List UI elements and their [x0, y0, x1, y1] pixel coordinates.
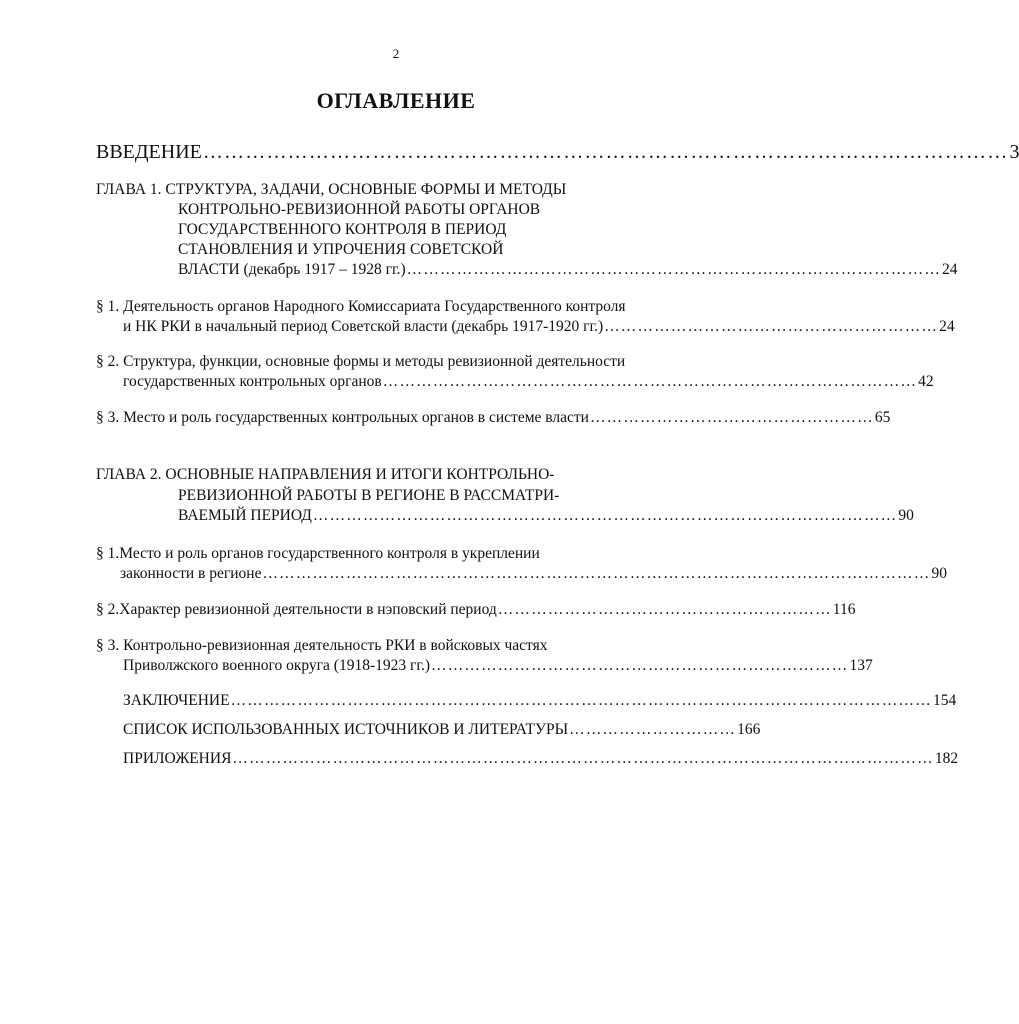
toc-page: 166: [737, 721, 761, 738]
toc-entry-section-2-1[interactable]: [120, 564, 947, 584]
dot-leader: ……………………………………………………: [604, 318, 939, 335]
toc-label: ВВЕДЕНИЕ: [96, 141, 202, 163]
toc-page: 42: [918, 373, 934, 390]
section-1-1-line1: § 1. Деятельность органов Народного Комиссариата Государственного контроля: [96, 298, 626, 315]
toc-label: ВЛАСТИ (декабрь 1917 – 1928 гг.): [178, 261, 406, 278]
dot-leader: …………………………: [569, 721, 737, 738]
dot-leader: ………………………………………………………………………………………………………………: [232, 750, 934, 767]
dot-leader: ……………………………………………………: [497, 601, 832, 618]
toc-label: законности в регионе: [120, 565, 262, 582]
dot-leader: ……………………………………………………………………………………………: [312, 507, 898, 524]
section-2-1-line1: § 1.Место и роль органов государственного контроля в укреплении: [96, 545, 540, 562]
toc-entry-section-1-3[interactable]: [96, 408, 891, 428]
toc-page: 24: [939, 318, 955, 335]
page-title: ОГЛАВЛЕНИЕ: [316, 88, 476, 113]
toc-page: 90: [898, 507, 914, 524]
chapter-2-heading-line: РЕВИЗИОННОЙ РАБОТЫ В РЕГИОНЕ В РАССМАТРИ-: [178, 487, 560, 504]
toc-label: ПРИЛОЖЕНИЯ: [123, 750, 232, 767]
toc-entry-section-1-2[interactable]: [123, 372, 934, 392]
toc-page: 182: [934, 750, 959, 767]
toc-entry-chapter-2[interactable]: [178, 506, 914, 526]
toc-label: ВАЕМЫЙ ПЕРИОД: [178, 507, 312, 524]
chapter-1-heading-line: ГОСУДАРСТВЕННОГО КОНТРОЛЯ В ПЕРИОД: [178, 221, 507, 238]
chapter-2-heading-line: ГЛАВА 2. ОСНОВНЫЕ НАПРАВЛЕНИЯ И ИТОГИ КОНТРОЛЬНО-: [96, 466, 555, 483]
toc-page: 90: [931, 565, 947, 582]
toc-page: 116: [832, 601, 856, 618]
toc-label: государственных контрольных органов: [123, 373, 382, 390]
dot-leader: …………………………………………………………………: [431, 657, 849, 674]
toc-page: 65: [874, 409, 891, 426]
chapter-1-heading-line: КОНТРОЛЬНО-РЕВИЗИОННОЙ РАБОТЫ ОРГАНОВ: [178, 201, 541, 218]
toc-label: СПИСОК ИСПОЛЬЗОВАННЫХ ИСТОЧНИКОВ И ЛИТЕРАТУРЫ: [123, 721, 569, 738]
dot-leader: ……………………………………………………………………………………………………: [202, 141, 1009, 163]
toc-label: Приволжского военного округа (1918-1923 гг.): [123, 657, 430, 674]
dot-leader: ……………………………………………………………………………………: [406, 261, 942, 278]
toc-entry-appendices[interactable]: [123, 749, 959, 769]
chapter-1-heading-line: СТАНОВЛЕНИЯ И УПРОЧЕНИЯ СОВЕТСКОЙ: [178, 241, 504, 258]
toc-entry-section-1-1[interactable]: [123, 317, 955, 337]
page-number: 2: [392, 46, 400, 61]
toc-label: и НК РКИ в начальный период Советской власти (декабрь 1917-1920 гг.): [123, 318, 604, 335]
toc-entry-section-2-2[interactable]: [96, 600, 856, 620]
toc-entry-section-2-3[interactable]: [123, 656, 873, 676]
dot-leader: ……………………………………………………………………………………: [382, 373, 918, 390]
dot-leader: …………………………………………………………………………………………………………: [262, 565, 931, 582]
toc-label: § 3. Место и роль государственных контрольных органов в системе власти: [96, 409, 589, 426]
toc-entry-intro[interactable]: [96, 140, 1019, 164]
chapter-1-heading-line: ГЛАВА 1. СТРУКТУРА, ЗАДАЧИ, ОСНОВНЫЕ ФОРМЫ И МЕТОДЫ: [96, 181, 567, 198]
toc-entry-sources[interactable]: [123, 720, 761, 740]
toc-entry-chapter-1[interactable]: [178, 260, 958, 280]
toc-label: § 2.Характер ревизионной деятельности в нэповский период: [96, 601, 497, 618]
dot-leader: ……………………………………………: [589, 409, 874, 426]
toc-page: 3: [1009, 141, 1019, 163]
toc-page: 137: [849, 657, 873, 674]
dot-leader: ………………………………………………………………………………………………………………: [230, 692, 932, 709]
section-1-2-line1: § 2. Структура, функции, основные формы и методы ревизионной деятельности: [96, 353, 626, 370]
toc-page: 24: [942, 261, 958, 278]
toc-entry-conclusion[interactable]: [123, 691, 957, 711]
section-2-3-line1: § 3. Контрольно-ревизионная деятельность РКИ в войсковых частях: [96, 637, 548, 654]
toc-label: ЗАКЛЮЧЕНИЕ: [123, 692, 230, 709]
toc-page: 154: [932, 692, 957, 709]
